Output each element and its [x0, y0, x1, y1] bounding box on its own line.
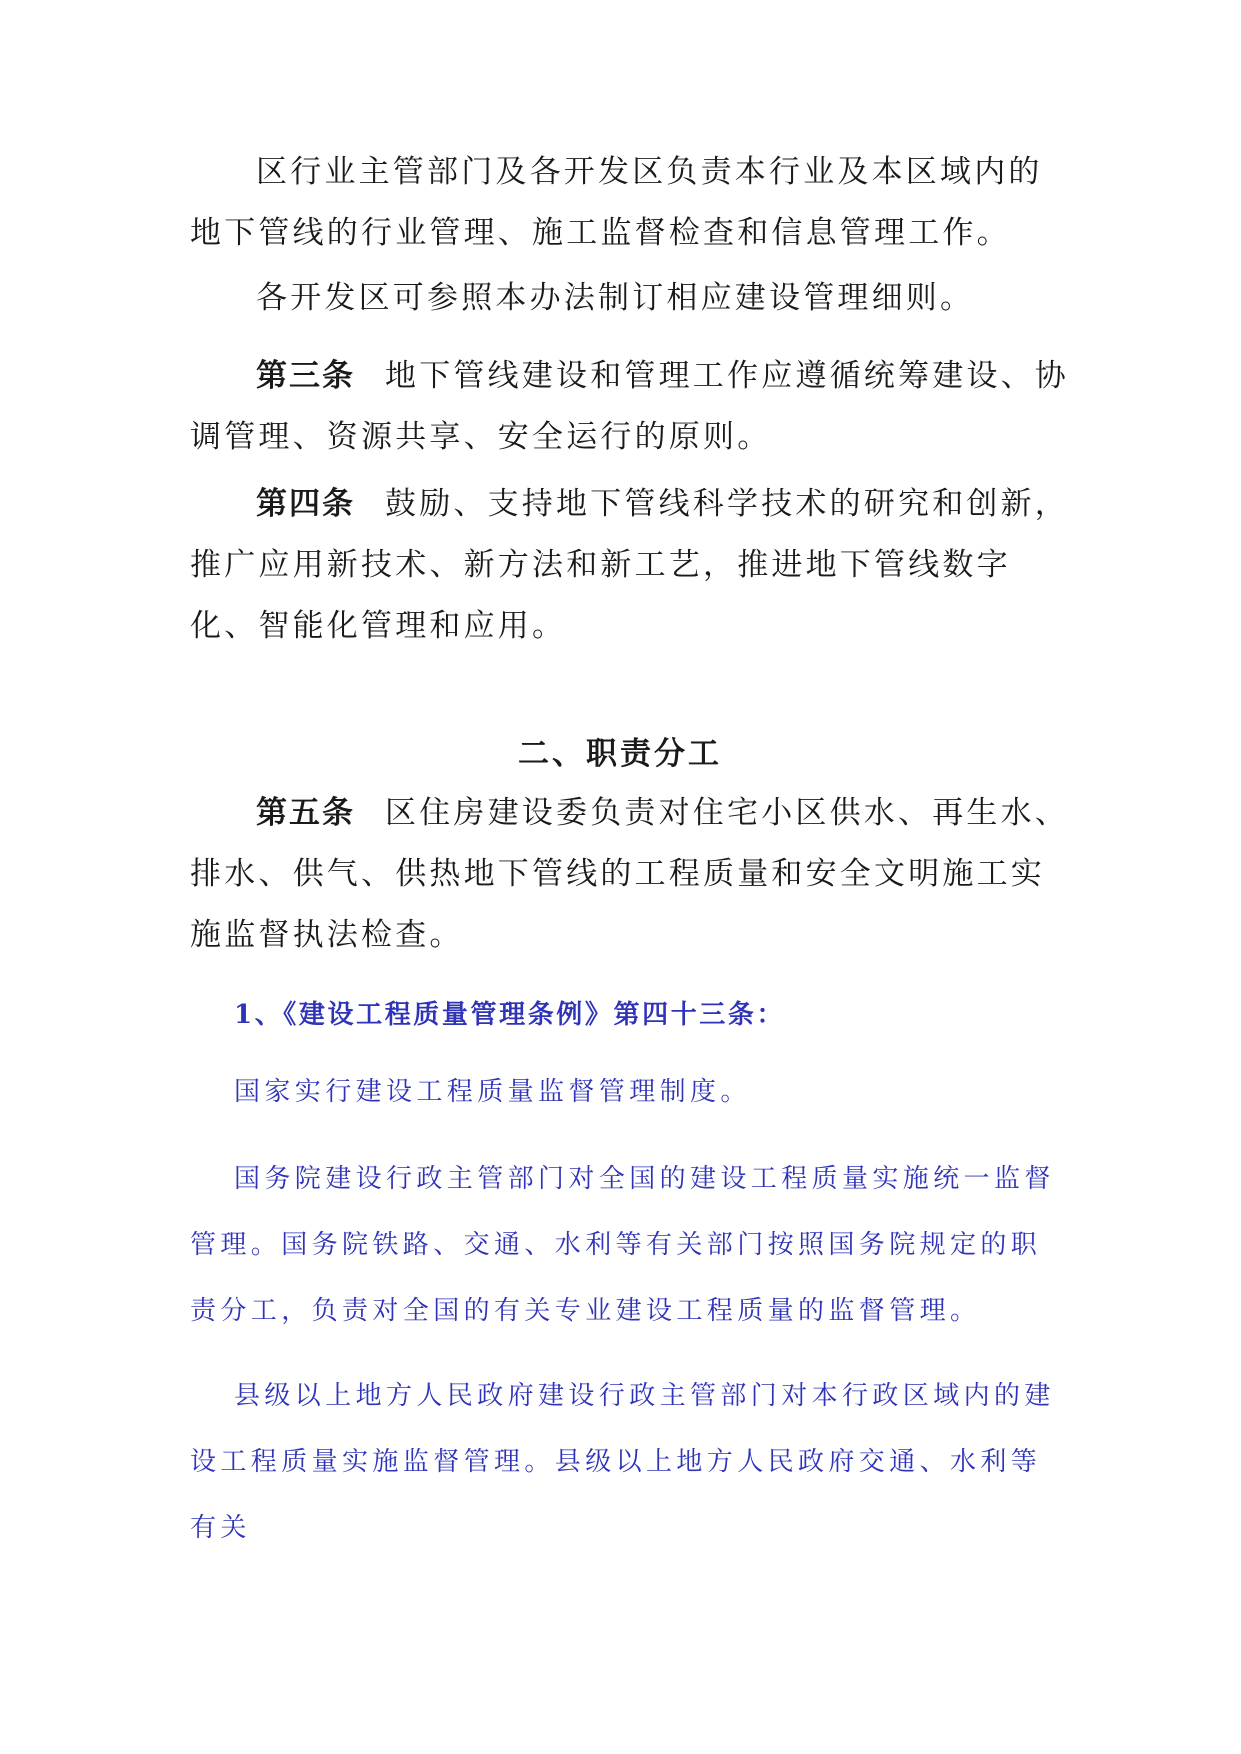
paragraph-text: 区行业主管部门及各开发区负责本行业及本区域内的地下管线的行业管理、施工监督检查和信息管理工作。: [190, 154, 1043, 251]
article-text: 鼓励、支持地下管线科学技术的研究和创新，推广应用新技术、新方法和新工艺，推进地下管线数字化、智能化管理和应用。: [190, 486, 1069, 644]
article-4: [190, 474, 1070, 657]
article-label: 第五条: [256, 795, 355, 831]
article-label: 第四条: [256, 486, 355, 522]
article-5: [190, 783, 1070, 966]
article-3: [190, 346, 1070, 468]
paragraph-text: 各开发区可参照本办法制订相应建设管理细则。: [256, 280, 975, 316]
article-label: 第三条: [256, 358, 355, 394]
annotation-heading: 1、《建设工程质量管理条例》第四十三条：: [234, 1000, 786, 1030]
annotation-paragraph-2: 国务院建设行政主管部门对全国的建设工程质量实施统一监督管理。国务院铁路、交通、水利等有关部门按照国务院规定的职责分工，负责对全国的有关专业建设工程质量的监督管理。: [190, 1164, 1055, 1326]
annotation-paragraph-1: 国家实行建设工程质量监督管理制度。: [234, 1077, 751, 1107]
article-text: 区住房建设委负责对住宅小区供水、再生水、排水、供气、供热地下管线的工程质量和安全文明施工实施监督执法检查。: [190, 795, 1069, 953]
paragraph-responsibility: [190, 142, 1070, 264]
article-text: 地下管线建设和管理工作应遵循统筹建设、协调管理、资源共享、安全运行的原则。: [190, 358, 1069, 455]
paragraph-development-zones: [190, 268, 1070, 329]
section-heading: 二、职责分工: [518, 736, 722, 772]
annotation-paragraph-3: 县级以上地方人民政府建设行政主管部门对本行政区域内的建设工程质量实施监督管理。县级以上地方人民政府交通、水利等有关: [190, 1381, 1055, 1543]
